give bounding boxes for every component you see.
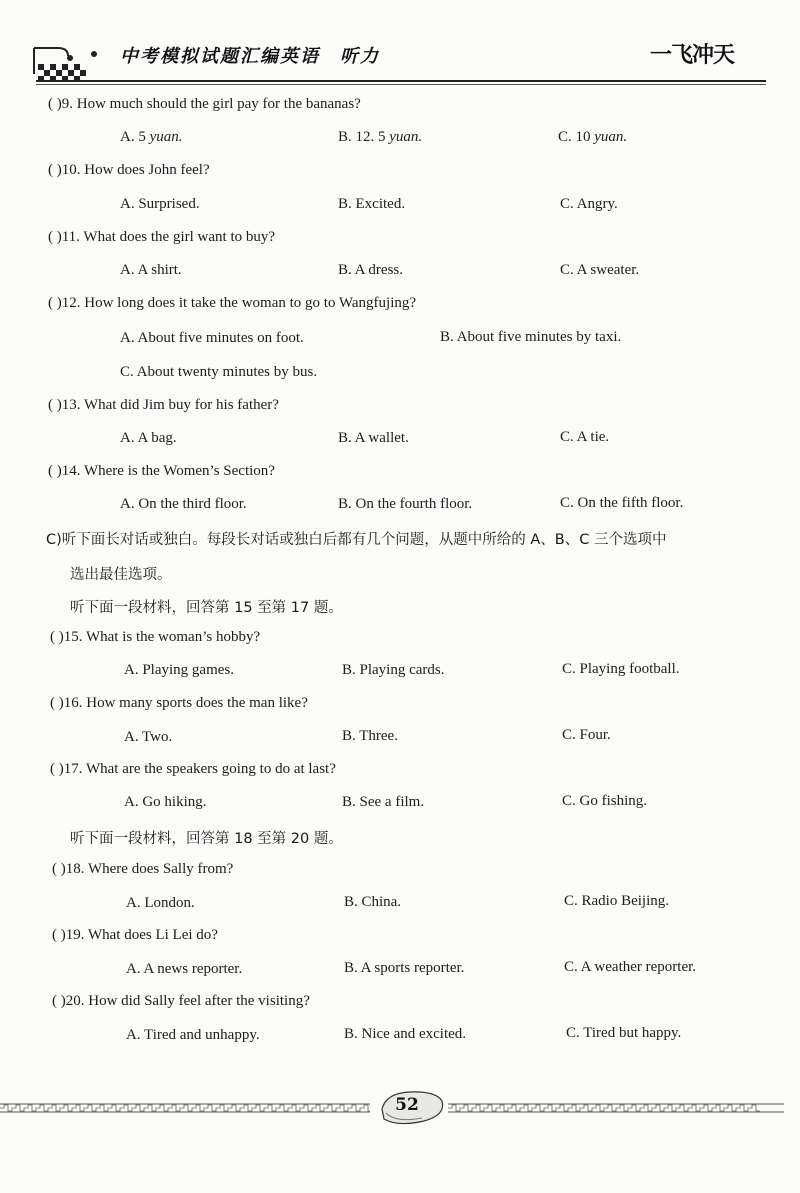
question-14-stem: ( )14. Where is the Women’s Section?	[48, 463, 275, 479]
group-1-heading: 听下面一段材料，回答第 15 至第 17 题。	[70, 600, 343, 616]
question-14-option-b: B. On the fourth floor.	[338, 496, 473, 512]
question-13-option-b: B. A wallet.	[338, 430, 409, 446]
footer-ornament-left	[0, 1103, 370, 1113]
brand-logo-text: 一飞冲天	[650, 43, 735, 68]
question-12-option-a: A. About five minutes on foot.	[120, 330, 304, 346]
question-20-option-a: A. Tired and unhappy.	[126, 1027, 260, 1043]
question-10-option-b: B. Excited.	[338, 196, 406, 212]
question-18-option-c: C. Radio Beijing.	[564, 893, 669, 909]
question-9-option-a: A. 5 yuan.	[120, 129, 183, 145]
question-12-option-c: C. About twenty minutes by bus.	[120, 364, 318, 380]
question-9-option-c: C. 10 yuan.	[558, 129, 628, 145]
question-12-stem: ( )12. How long does it take the woman to go to Wangfujing?	[48, 295, 417, 311]
header-rule-thin	[36, 84, 766, 85]
question-15-option-b: B. Playing cards.	[342, 662, 445, 678]
question-9-option-b: B. 12. 5 yuan.	[338, 129, 423, 145]
page-footer	[0, 1085, 800, 1135]
section-c-instruction-cont: 选出最佳选项。	[70, 567, 172, 583]
page-number: 52	[395, 1095, 419, 1115]
question-9-stem: ( )9. How much should the girl pay for the bananas?	[48, 96, 361, 112]
group-2-heading: 听下面一段材料，回答第 18 至第 20 题。	[70, 831, 343, 847]
question-10-option-a: A. Surprised.	[120, 196, 200, 212]
question-13-option-c: C. A tie.	[560, 429, 610, 445]
question-11-option-c: C. A sweater.	[560, 262, 640, 278]
header-rule	[36, 80, 766, 82]
question-17-stem: ( )17. What are the speakers going to do at last?	[50, 761, 336, 777]
question-19-option-c: C. A weather reporter.	[564, 959, 697, 975]
question-14-option-a: A. On the third floor.	[120, 496, 247, 512]
question-11-option-a: A. A shirt.	[120, 262, 182, 278]
question-16-option-c: C. Four.	[562, 727, 611, 743]
question-10-stem: ( )10. How does John feel?	[48, 162, 210, 178]
question-13-option-a: A. A bag.	[120, 430, 177, 446]
question-16-option-a: A. Two.	[124, 729, 173, 745]
checkered-corner-icon	[28, 44, 108, 84]
question-11-stem: ( )11. What does the girl want to buy?	[48, 229, 276, 245]
page-header	[0, 0, 800, 90]
section-c-instruction: C)听下面长对话或独白。每段长对话或独白后都有几个问题，从题中所给的 A、B、C 三个选项中	[46, 532, 667, 548]
question-17-option-a: A. Go hiking.	[124, 794, 207, 810]
question-14-option-c: C. On the fifth floor.	[560, 495, 684, 511]
question-18-option-b: B. China.	[344, 894, 402, 910]
question-18-stem: ( )18. Where does Sally from?	[52, 861, 234, 877]
question-15-option-a: A. Playing games.	[124, 662, 234, 678]
question-18-option-a: A. London.	[126, 895, 195, 911]
question-11-option-b: B. A dress.	[338, 262, 404, 278]
question-13-stem: ( )13. What did Jim buy for his father?	[48, 397, 279, 413]
question-15-stem: ( )15. What is the woman’s hobby?	[50, 629, 261, 645]
question-20-stem: ( )20. How did Sally feel after the visiting?	[52, 993, 310, 1009]
question-17-option-b: B. See a film.	[342, 794, 425, 810]
question-17-option-c: C. Go fishing.	[562, 793, 648, 809]
question-16-option-b: B. Three.	[342, 728, 398, 744]
question-10-option-c: C. Angry.	[560, 196, 618, 212]
book-title: 中考模拟试题汇编英语 听力	[120, 46, 380, 67]
question-19-option-b: B. A sports reporter.	[344, 960, 465, 976]
question-19-option-a: A. A news reporter.	[126, 961, 243, 977]
footer-ornament-right	[448, 1103, 784, 1113]
question-19-stem: ( )19. What does Li Lei do?	[52, 927, 218, 943]
question-20-option-c: C. Tired but happy.	[566, 1025, 682, 1041]
question-15-option-c: C. Playing football.	[562, 661, 680, 677]
question-12-option-b: B. About five minutes by taxi.	[440, 329, 622, 345]
question-20-option-b: B. Nice and excited.	[344, 1026, 467, 1042]
question-16-stem: ( )16. How many sports does the man like?	[50, 695, 308, 711]
